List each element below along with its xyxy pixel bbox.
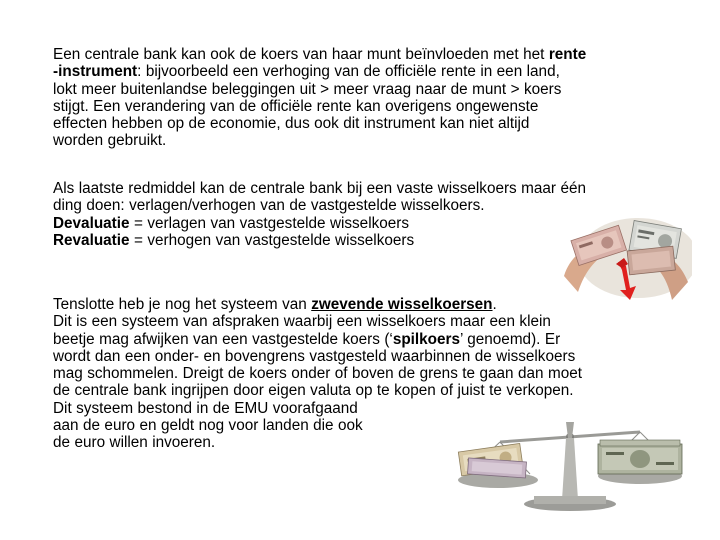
banknotes-exchange-illustration [560, 206, 692, 302]
text-line: Dit is een systeem van afspraken waarbij een wisselkoers maar een klein [53, 313, 551, 331]
bold-term-rente: rente [548, 46, 587, 63]
text-line: mag schommelen. Dreigt de koers onder of boven de grens te gaan dan moet [53, 365, 582, 383]
text-line: Dit systeem bestond in de EMU voorafgaand [53, 399, 358, 417]
text-span: . [492, 296, 497, 313]
bold-term-devaluatie: Devaluatie [53, 214, 130, 232]
bold-underlined-term-zwevende-wisselkoersen: zwevende wisselkoersen [311, 296, 493, 313]
bold-term-spilkoers: spilkoers [392, 330, 460, 348]
text-span: : bijvoorbeeld een verhoging van de officiële rente in een land, [137, 63, 560, 81]
text-span: Tenslotte heb je nog het systeem van [53, 296, 312, 313]
text-line: ding doen: verlagen/verhogen van de vastgestelde wisselkoers. [53, 197, 485, 215]
text-span: beetje mag afwijken van een vastgestelde koers (‘ [53, 330, 393, 348]
bold-term-revaluatie: Revaluatie [53, 231, 130, 249]
balance-scale-money-image [438, 414, 700, 514]
text-span: = verhogen van vastgestelde wisselkoers [129, 231, 415, 249]
text-line: stijgt. Een verandering van de officiële rente kan overigens ongewenste [53, 97, 539, 115]
text-line: worden gebruikt. [53, 132, 167, 150]
text-line [53, 63, 693, 80]
text-line [53, 331, 693, 348]
bold-term-instrument: -instrument [53, 63, 138, 81]
text-line: de euro willen invoeren. [53, 434, 216, 452]
paragraph-rente-instrument [53, 46, 693, 150]
text-span: Een centrale bank kan ook de koers van haar munt beïnvloeden met het [53, 46, 549, 63]
text-line: Als laatste redmiddel kan de centrale bank bij een vaste wisselkoers maar één [53, 180, 586, 197]
text-span: = verlagen van vastgestelde wisselkoers [129, 214, 409, 232]
text-line: wordt dan een onder- en bovengrens vastgesteld waarbinnen de wisselkoers [53, 347, 576, 365]
text-line [53, 46, 693, 63]
text-line: aan de euro en geldt nog voor landen die ook [53, 417, 363, 435]
balance-scale-illustration [438, 414, 700, 514]
text-line: lokt meer buitenlandse beleggingen uit > meer vraag naar de munt > koers [53, 80, 562, 98]
banknotes-exchange-image [560, 206, 692, 302]
text-line: effecten hebben op de economie, dus ook dit instrument kan niet altijd [53, 115, 530, 133]
text-line: de centrale bank ingrijpen door eigen valuta op te kopen of juist te verkopen. [53, 382, 574, 400]
text-span: ’ genoemd). Er [460, 330, 561, 348]
